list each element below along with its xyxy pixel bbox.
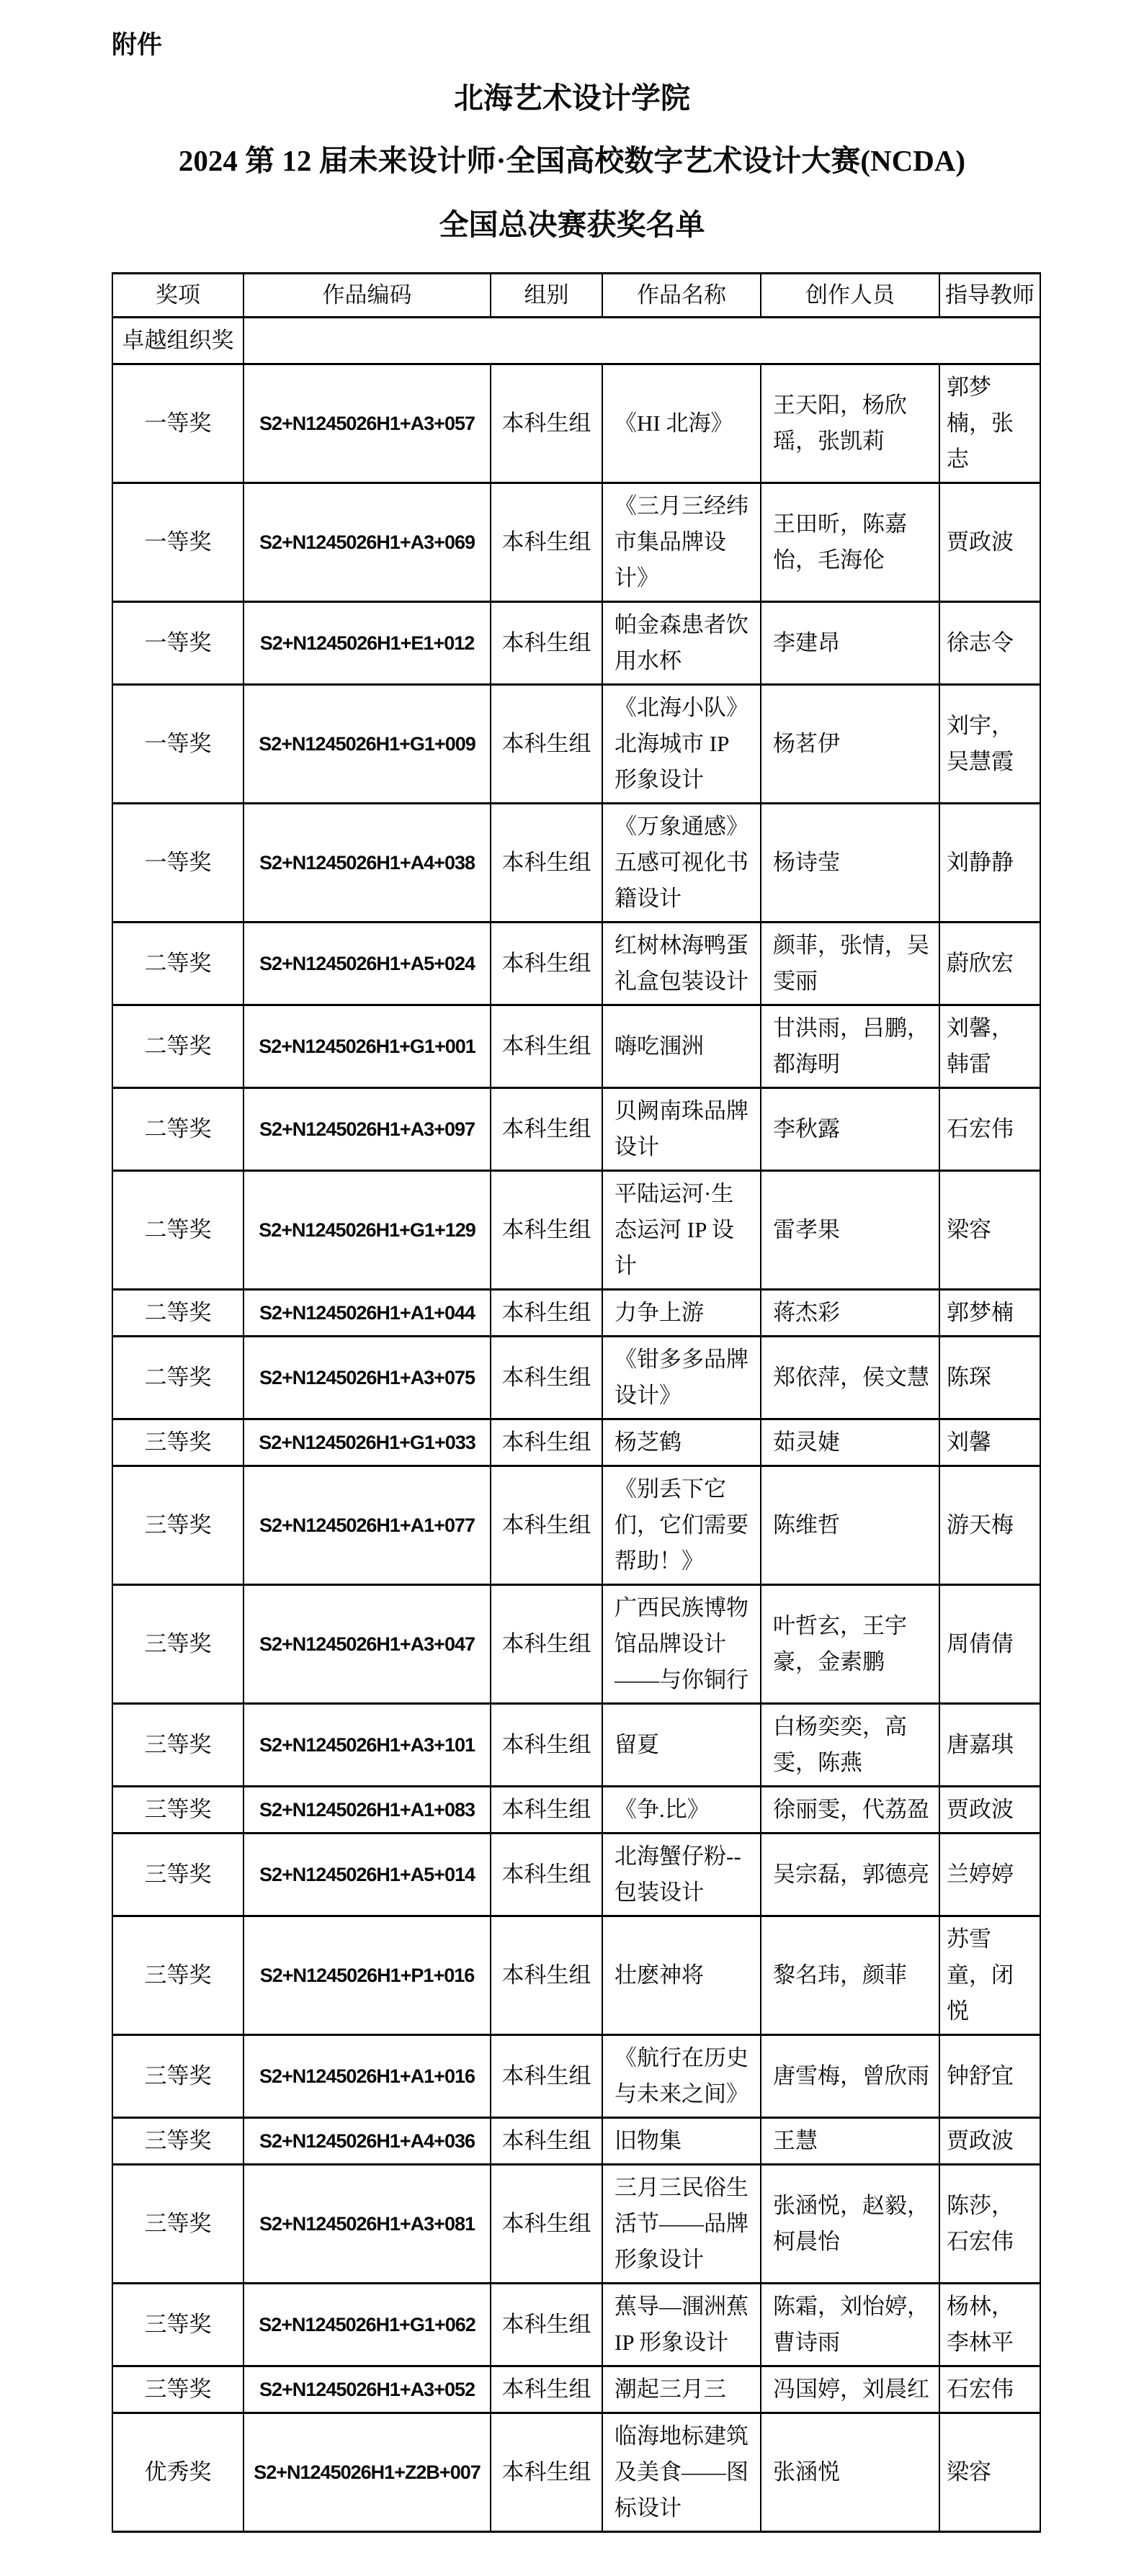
award-row <box>112 1584 1040 1703</box>
award-row <box>112 1703 1040 1786</box>
work-cell: 《航行在历史与未来之间》 <box>602 2034 761 2117</box>
award-row <box>112 684 1040 803</box>
advisors-cell: 苏雪童，闭悦 <box>939 1916 1040 2034</box>
creators-cell: 黎名玮，颜菲 <box>761 1916 939 2034</box>
award-row <box>112 922 1040 1005</box>
group-cell: 本科生组 <box>491 1466 602 1584</box>
group-cell: 本科生组 <box>491 1087 602 1170</box>
advisors-cell: 陈琛 <box>939 1336 1040 1419</box>
award-cell: 三等奖 <box>112 1703 243 1786</box>
advisors-cell: 钟舒宜 <box>939 2034 1040 2117</box>
group-cell: 本科生组 <box>491 2034 602 2117</box>
advisors-cell: 梁容 <box>939 2413 1040 2531</box>
award-cell: 一等奖 <box>112 684 243 803</box>
work-cell: 壮麽神将 <box>602 1916 761 2034</box>
award-cell: 一等奖 <box>112 601 243 684</box>
work-cell: 广西民族博物馆品牌设计——与你铜行 <box>602 1584 761 1703</box>
advisors-cell: 贾政波 <box>939 2117 1040 2164</box>
special-award-cell: 卓越组织奖 <box>112 317 243 364</box>
group-cell: 本科生组 <box>491 1916 602 2034</box>
award-cell: 三等奖 <box>112 1419 243 1466</box>
code-cell: S2+N1245026H1+E1+012 <box>243 601 491 684</box>
header-cell-creators: 创作人员 <box>761 273 939 317</box>
code-cell: S2+N1245026H1+A3+075 <box>243 1336 491 1419</box>
code-cell: S2+N1245026H1+G1+033 <box>243 1419 491 1466</box>
award-cell: 一等奖 <box>112 803 243 922</box>
group-cell: 本科生组 <box>491 2164 602 2283</box>
award-row <box>112 483 1040 601</box>
award-row <box>112 364 1040 483</box>
creators-cell: 陈维哲 <box>761 1466 939 1584</box>
work-cell: 旧物集 <box>602 2117 761 2164</box>
code-cell: S2+N1245026H1+A3+081 <box>243 2164 491 2283</box>
creators-cell: 李建昂 <box>761 601 939 684</box>
advisors-cell: 刘宇，吴慧霞 <box>939 684 1040 803</box>
attachment-label: 附件 <box>112 31 163 59</box>
special-award-empty-cell <box>243 317 1040 364</box>
award-row <box>112 1336 1040 1419</box>
award-row <box>112 1419 1040 1466</box>
work-cell: 《争.比》 <box>602 1786 761 1833</box>
award-cell: 三等奖 <box>112 2164 243 2283</box>
group-cell: 本科生组 <box>491 684 602 803</box>
group-cell: 本科生组 <box>491 922 602 1005</box>
award-cell: 三等奖 <box>112 1916 243 2034</box>
creators-cell: 唐雪梅，曾欣雨 <box>761 2034 939 2117</box>
work-cell: 留夏 <box>602 1703 761 1786</box>
document-title-competition: 2024 第 12 届未来设计师·全国高校数字艺术设计大赛(NCDA) <box>178 144 966 178</box>
document-title-school: 北海艺术设计学院 <box>454 81 690 115</box>
award-cell: 二等奖 <box>112 1170 243 1289</box>
advisors-cell: 郭梦楠 <box>939 1289 1040 1336</box>
code-cell: S2+N1245026H1+A1+016 <box>243 2034 491 2117</box>
group-cell: 本科生组 <box>491 1703 602 1786</box>
code-cell: S2+N1245026H1+A5+014 <box>243 1833 491 1916</box>
work-cell: 嗨吃涠洲 <box>602 1005 761 1087</box>
creators-cell: 甘洪雨，吕鹏，都海明 <box>761 1005 939 1087</box>
group-cell: 本科生组 <box>491 2413 602 2531</box>
award-cell: 三等奖 <box>112 2117 243 2164</box>
code-cell: S2+N1245026H1+A3+047 <box>243 1584 491 1703</box>
award-row <box>112 1087 1040 1170</box>
award-row <box>112 1916 1040 2034</box>
advisors-cell: 杨林，李林平 <box>939 2283 1040 2366</box>
award-row <box>112 2413 1040 2531</box>
creators-cell: 王天阳，杨欣瑶，张凯莉 <box>761 364 939 483</box>
work-cell: 《万象通感》五感可视化书籍设计 <box>602 803 761 922</box>
work-cell: 北海蟹仔粉--包装设计 <box>602 1833 761 1916</box>
advisors-cell: 郭梦楠，张志 <box>939 364 1040 483</box>
group-cell: 本科生组 <box>491 1584 602 1703</box>
award-row <box>112 803 1040 922</box>
group-cell: 本科生组 <box>491 601 602 684</box>
group-cell: 本科生组 <box>491 1419 602 1466</box>
award-cell: 三等奖 <box>112 1584 243 1703</box>
group-cell: 本科生组 <box>491 1005 602 1087</box>
advisors-cell: 陈莎，石宏伟 <box>939 2164 1040 2283</box>
creators-cell: 蒋杰彩 <box>761 1289 939 1336</box>
award-row <box>112 1833 1040 1916</box>
work-cell: 三月三民俗生活节——品牌形象设计 <box>602 2164 761 2283</box>
work-cell: 力争上游 <box>602 1289 761 1336</box>
award-row <box>112 1170 1040 1289</box>
work-cell: 《HI 北海》 <box>602 364 761 483</box>
award-row <box>112 2366 1040 2413</box>
header-cell-work: 作品名称 <box>602 273 761 317</box>
creators-cell: 杨茗伊 <box>761 684 939 803</box>
group-cell: 本科生组 <box>491 364 602 483</box>
group-cell: 本科生组 <box>491 803 602 922</box>
header-cell-advisors: 指导教师 <box>939 273 1040 317</box>
group-cell: 本科生组 <box>491 2366 602 2413</box>
group-cell: 本科生组 <box>491 1833 602 1916</box>
advisors-cell: 兰婷婷 <box>939 1833 1040 1916</box>
award-row <box>112 1466 1040 1584</box>
code-cell: S2+N1245026H1+A4+038 <box>243 803 491 922</box>
code-cell: S2+N1245026H1+A5+024 <box>243 922 491 1005</box>
code-cell: S2+N1245026H1+G1+062 <box>243 2283 491 2366</box>
code-cell: S2+N1245026H1+A1+044 <box>243 1289 491 1336</box>
advisors-cell: 梁容 <box>939 1170 1040 1289</box>
creators-cell: 郑依萍，侯文慧 <box>761 1336 939 1419</box>
award-cell: 三等奖 <box>112 1833 243 1916</box>
code-cell: S2+N1245026H1+A3+052 <box>243 2366 491 2413</box>
header-cell-code: 作品编码 <box>243 273 491 317</box>
work-cell: 帕金森患者饮用水杯 <box>602 601 761 684</box>
work-cell: 红树林海鸭蛋礼盒包装设计 <box>602 922 761 1005</box>
creators-cell: 杨诗莹 <box>761 803 939 922</box>
header-cell-group: 组别 <box>491 273 602 317</box>
award-row <box>112 2117 1040 2164</box>
code-cell: S2+N1245026H1+P1+016 <box>243 1916 491 2034</box>
code-cell: S2+N1245026H1+A4+036 <box>243 2117 491 2164</box>
advisors-cell: 刘静静 <box>939 803 1040 922</box>
award-row <box>112 1005 1040 1087</box>
group-cell: 本科生组 <box>491 1170 602 1289</box>
code-cell: S2+N1245026H1+A1+083 <box>243 1786 491 1833</box>
advisors-cell: 石宏伟 <box>939 1087 1040 1170</box>
code-cell: S2+N1245026H1+G1+009 <box>243 684 491 803</box>
group-cell: 本科生组 <box>491 1289 602 1336</box>
award-cell: 二等奖 <box>112 922 243 1005</box>
award-cell: 三等奖 <box>112 1786 243 1833</box>
code-cell: S2+N1245026H1+A3+057 <box>243 364 491 483</box>
creators-cell: 张涵悦 <box>761 2413 939 2531</box>
work-cell: 临海地标建筑及美食——图标设计 <box>602 2413 761 2531</box>
creators-cell: 叶哲玄，王宇豪，金素鹏 <box>761 1584 939 1703</box>
group-cell: 本科生组 <box>491 2117 602 2164</box>
work-cell: 潮起三月三 <box>602 2366 761 2413</box>
award-cell: 二等奖 <box>112 1289 243 1336</box>
advisors-cell: 贾政波 <box>939 483 1040 601</box>
work-cell: 《北海小队》北海城市 IP 形象设计 <box>602 684 761 803</box>
award-row <box>112 2164 1040 2283</box>
creators-cell: 李秋露 <box>761 1087 939 1170</box>
creators-cell: 吴宗磊，郭德亮 <box>761 1833 939 1916</box>
creators-cell: 王慧 <box>761 2117 939 2164</box>
award-cell: 一等奖 <box>112 483 243 601</box>
creators-cell: 张涵悦，赵毅，柯晨怡 <box>761 2164 939 2283</box>
creators-cell: 徐丽雯，代荔盈 <box>761 1786 939 1833</box>
creators-cell: 白杨奕奕，高雯，陈燕 <box>761 1703 939 1786</box>
advisors-cell: 唐嘉琪 <box>939 1703 1040 1786</box>
award-cell: 一等奖 <box>112 364 243 483</box>
document-title-list: 全国总决赛获奖名单 <box>439 208 705 242</box>
creators-cell: 冯国婷，刘晨红 <box>761 2366 939 2413</box>
advisors-cell: 贾政波 <box>939 1786 1040 1833</box>
award-row <box>112 2283 1040 2366</box>
work-cell: 蕉导—涠洲蕉 IP 形象设计 <box>602 2283 761 2366</box>
award-cell: 三等奖 <box>112 2366 243 2413</box>
award-cell: 三等奖 <box>112 2283 243 2366</box>
creators-cell: 王田昕，陈嘉怡，毛海伦 <box>761 483 939 601</box>
creators-cell: 茹灵婕 <box>761 1419 939 1466</box>
awards-table <box>112 272 1041 2533</box>
award-cell: 二等奖 <box>112 1336 243 1419</box>
work-cell: 杨芝鹤 <box>602 1419 761 1466</box>
award-row <box>112 1786 1040 1833</box>
advisors-cell: 周倩倩 <box>939 1584 1040 1703</box>
code-cell: S2+N1245026H1+Z2B+007 <box>243 2413 491 2531</box>
code-cell: S2+N1245026H1+G1+001 <box>243 1005 491 1087</box>
group-cell: 本科生组 <box>491 483 602 601</box>
advisors-cell: 徐志令 <box>939 601 1040 684</box>
work-cell: 《钳多多品牌设计》 <box>602 1336 761 1419</box>
creators-cell: 雷孝果 <box>761 1170 939 1289</box>
award-cell: 优秀奖 <box>112 2413 243 2531</box>
group-cell: 本科生组 <box>491 2283 602 2366</box>
award-row <box>112 1289 1040 1336</box>
advisors-cell: 刘馨，韩雷 <box>939 1005 1040 1087</box>
advisors-cell: 游天梅 <box>939 1466 1040 1584</box>
award-row <box>112 2034 1040 2117</box>
advisors-cell: 石宏伟 <box>939 2366 1040 2413</box>
code-cell: S2+N1245026H1+G1+129 <box>243 1170 491 1289</box>
advisors-cell: 刘馨 <box>939 1419 1040 1466</box>
work-cell: 《三月三经纬市集品牌设计》 <box>602 483 761 601</box>
header-cell-award: 奖项 <box>112 273 243 317</box>
code-cell: S2+N1245026H1+A3+097 <box>243 1087 491 1170</box>
code-cell: S2+N1245026H1+A1+077 <box>243 1466 491 1584</box>
header-row <box>112 273 1040 317</box>
group-cell: 本科生组 <box>491 1786 602 1833</box>
work-cell: 《别丢下它们，它们需要帮助！》 <box>602 1466 761 1584</box>
advisors-cell: 蔚欣宏 <box>939 922 1040 1005</box>
awards-table-header <box>112 273 1040 317</box>
award-cell: 二等奖 <box>112 1087 243 1170</box>
creators-cell: 陈霜，刘怡婷，曹诗雨 <box>761 2283 939 2366</box>
award-cell: 三等奖 <box>112 2034 243 2117</box>
creators-cell: 颜菲，张情，吴雯丽 <box>761 922 939 1005</box>
code-cell: S2+N1245026H1+A3+101 <box>243 1703 491 1786</box>
work-cell: 平陆运河·生态运河 IP 设计 <box>602 1170 761 1289</box>
special-award-row <box>112 317 1040 364</box>
award-cell: 二等奖 <box>112 1005 243 1087</box>
code-cell: S2+N1245026H1+A3+069 <box>243 483 491 601</box>
group-cell: 本科生组 <box>491 1336 602 1419</box>
work-cell: 贝阙南珠品牌设计 <box>602 1087 761 1170</box>
award-cell: 三等奖 <box>112 1466 243 1584</box>
award-row <box>112 601 1040 684</box>
award-rows <box>112 364 1040 2531</box>
